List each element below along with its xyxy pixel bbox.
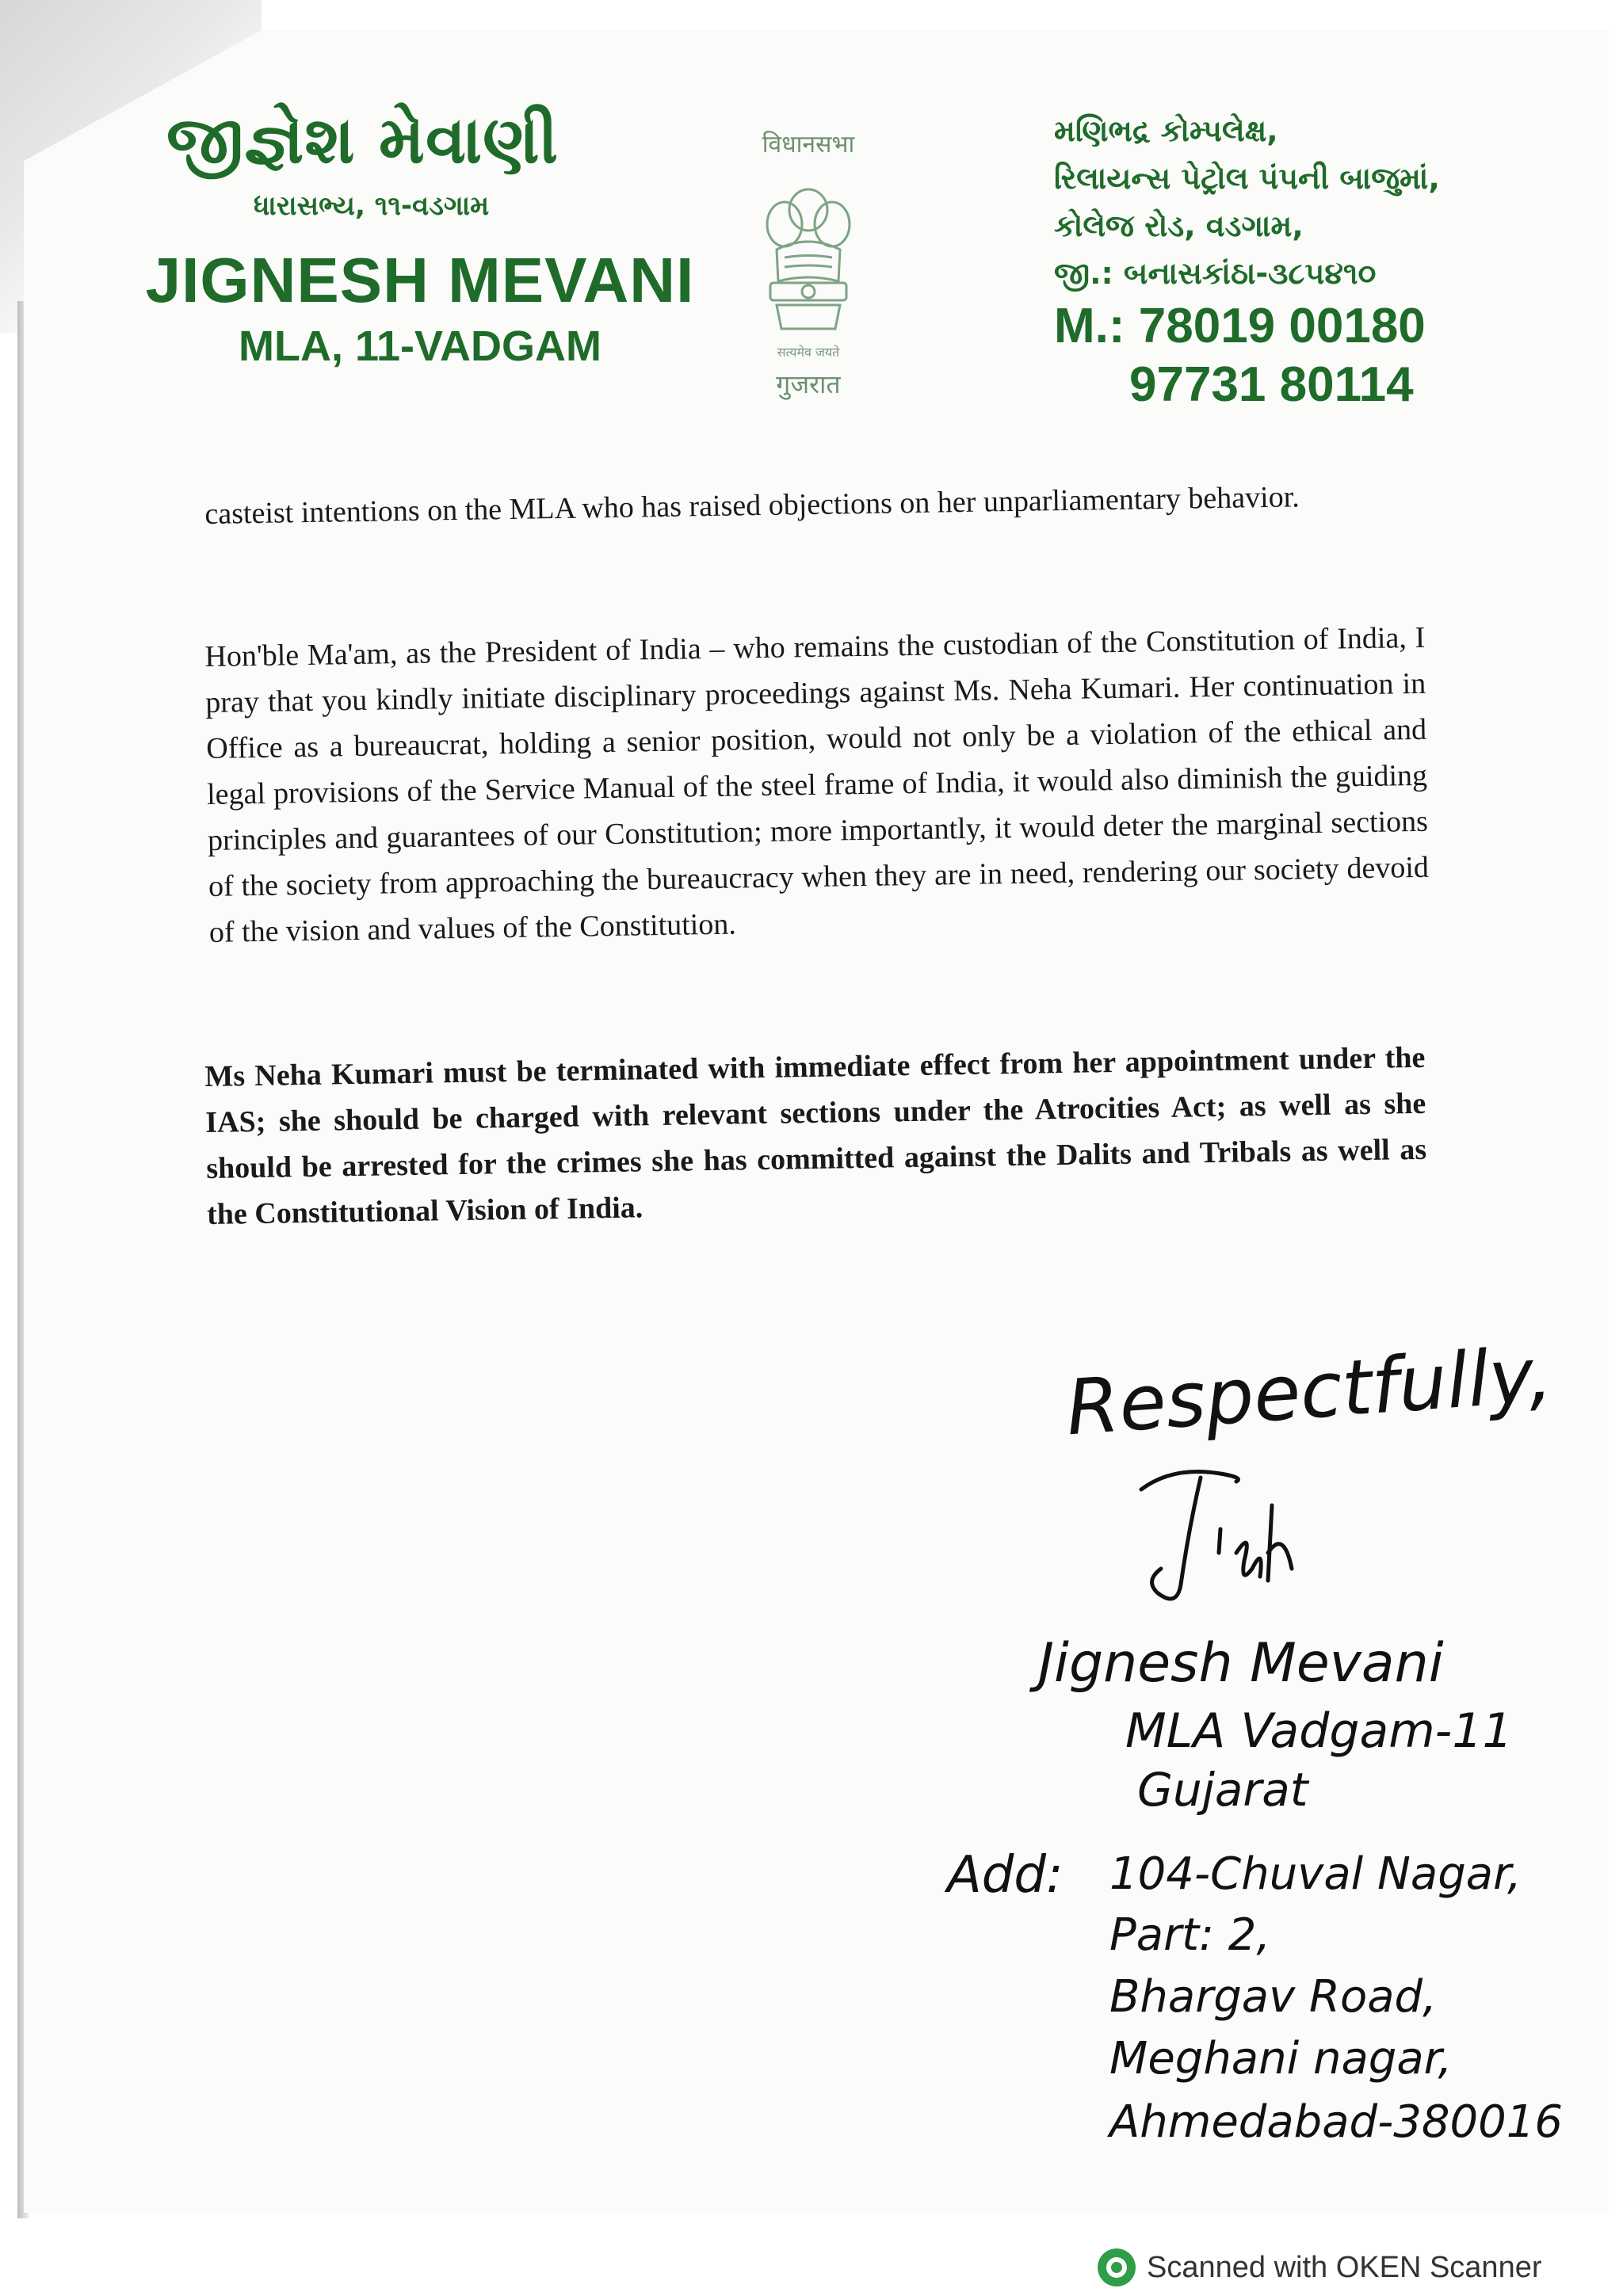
handwritten-address-line: Part: 2, xyxy=(1109,1909,1271,1961)
address-label: Add: xyxy=(947,1846,1064,1905)
address-line: કોલેજ રોડ, વડગામ, xyxy=(1054,208,1304,243)
lion-capital-emblem-icon xyxy=(753,178,864,337)
body-paragraph-1: casteist intentions on the MLA who has raised objections on her unparliamentary behavior. xyxy=(204,480,1300,531)
address-line: જી.: બનાસકાંઠા-૩૮૫૪૧૦ xyxy=(1054,256,1377,291)
name-english: JIGNESH MEVANI xyxy=(145,245,695,315)
signatory-name: Jignesh Mevani xyxy=(1038,1632,1444,1695)
emblem-top-label: विधानसभा xyxy=(762,131,855,158)
handwritten-address-line: Bhargav Road, xyxy=(1109,1971,1437,2023)
address-line: મણિભદ્ર કોમ્પલેક્ષ, xyxy=(1054,113,1278,148)
title-gujarati: ધારાસભ્ય, ૧૧-વડગામ xyxy=(254,190,490,222)
address-line: રિલાયન્સ પેટ્રોલ પંપની બાજુમાં, xyxy=(1054,161,1440,196)
body-paragraph-2: Hon'ble Ma'am, as the President of India – who remains the custodian of the Constitution of India, I pray that you kindly initiate disciplinary proceedings against Ms. Neha Kumari. Her continuation in Office as a bureaucrat, holding a senior position, would not only be a violation of the ethical and legal provisions of the Service Manual of the steel frame of India, it would also diminish the guiding principles and guarantees of our Constitution; more importantly, it would deter the marginal sections of the society from approaching the bureaucracy when they are in need, rendering our society devoid of the vision and values of the Constitution. xyxy=(204,620,1430,949)
letterhead-left xyxy=(135,103,705,371)
scanner-watermark xyxy=(1098,2248,1542,2286)
name-gujarati: જીજ્ઞેશ મેવાણી xyxy=(166,103,559,178)
handwritten-address-line: 104-Chuval Nagar, xyxy=(1109,1848,1522,1900)
emblem-motto: सत्यमेव जयते xyxy=(777,345,840,360)
title-english: MLA, 11-VADGAM xyxy=(238,322,602,370)
phone-number-2: 97731 80114 xyxy=(1129,357,1414,412)
emblem-bottom-label: गुजरात xyxy=(776,369,841,399)
body-paragraph-3: Ms Neha Kumari must be terminated with immediate effect from her appointment under the IAS; she should be charged with relevant sections under the Atrocities Act; as well as she should be arrested for the crimes she has committed against the Dalits and Tribals as well as the Constitutional Vision of India. xyxy=(204,1040,1427,1231)
signatory-state: Gujarat xyxy=(1137,1763,1308,1817)
handwritten-signature xyxy=(1125,1434,1316,1616)
scanner-text: Scanned with OKEN Scanner xyxy=(1147,2250,1542,2284)
closing-respectfully: Respectfully, xyxy=(1063,1329,1556,1453)
oken-scanner-logo-icon xyxy=(1098,2248,1136,2286)
handwritten-address-line: Ahmedabad-380016 xyxy=(1109,2096,1564,2148)
handwritten-address-line: Meghani nagar, xyxy=(1109,2033,1453,2084)
letterhead-right xyxy=(1054,107,1561,414)
phone-number-1: M.: 78019 00180 xyxy=(1054,299,1426,353)
signatory-designation: MLA Vadgam-11 xyxy=(1125,1703,1513,1759)
letterhead-emblem xyxy=(729,127,888,401)
